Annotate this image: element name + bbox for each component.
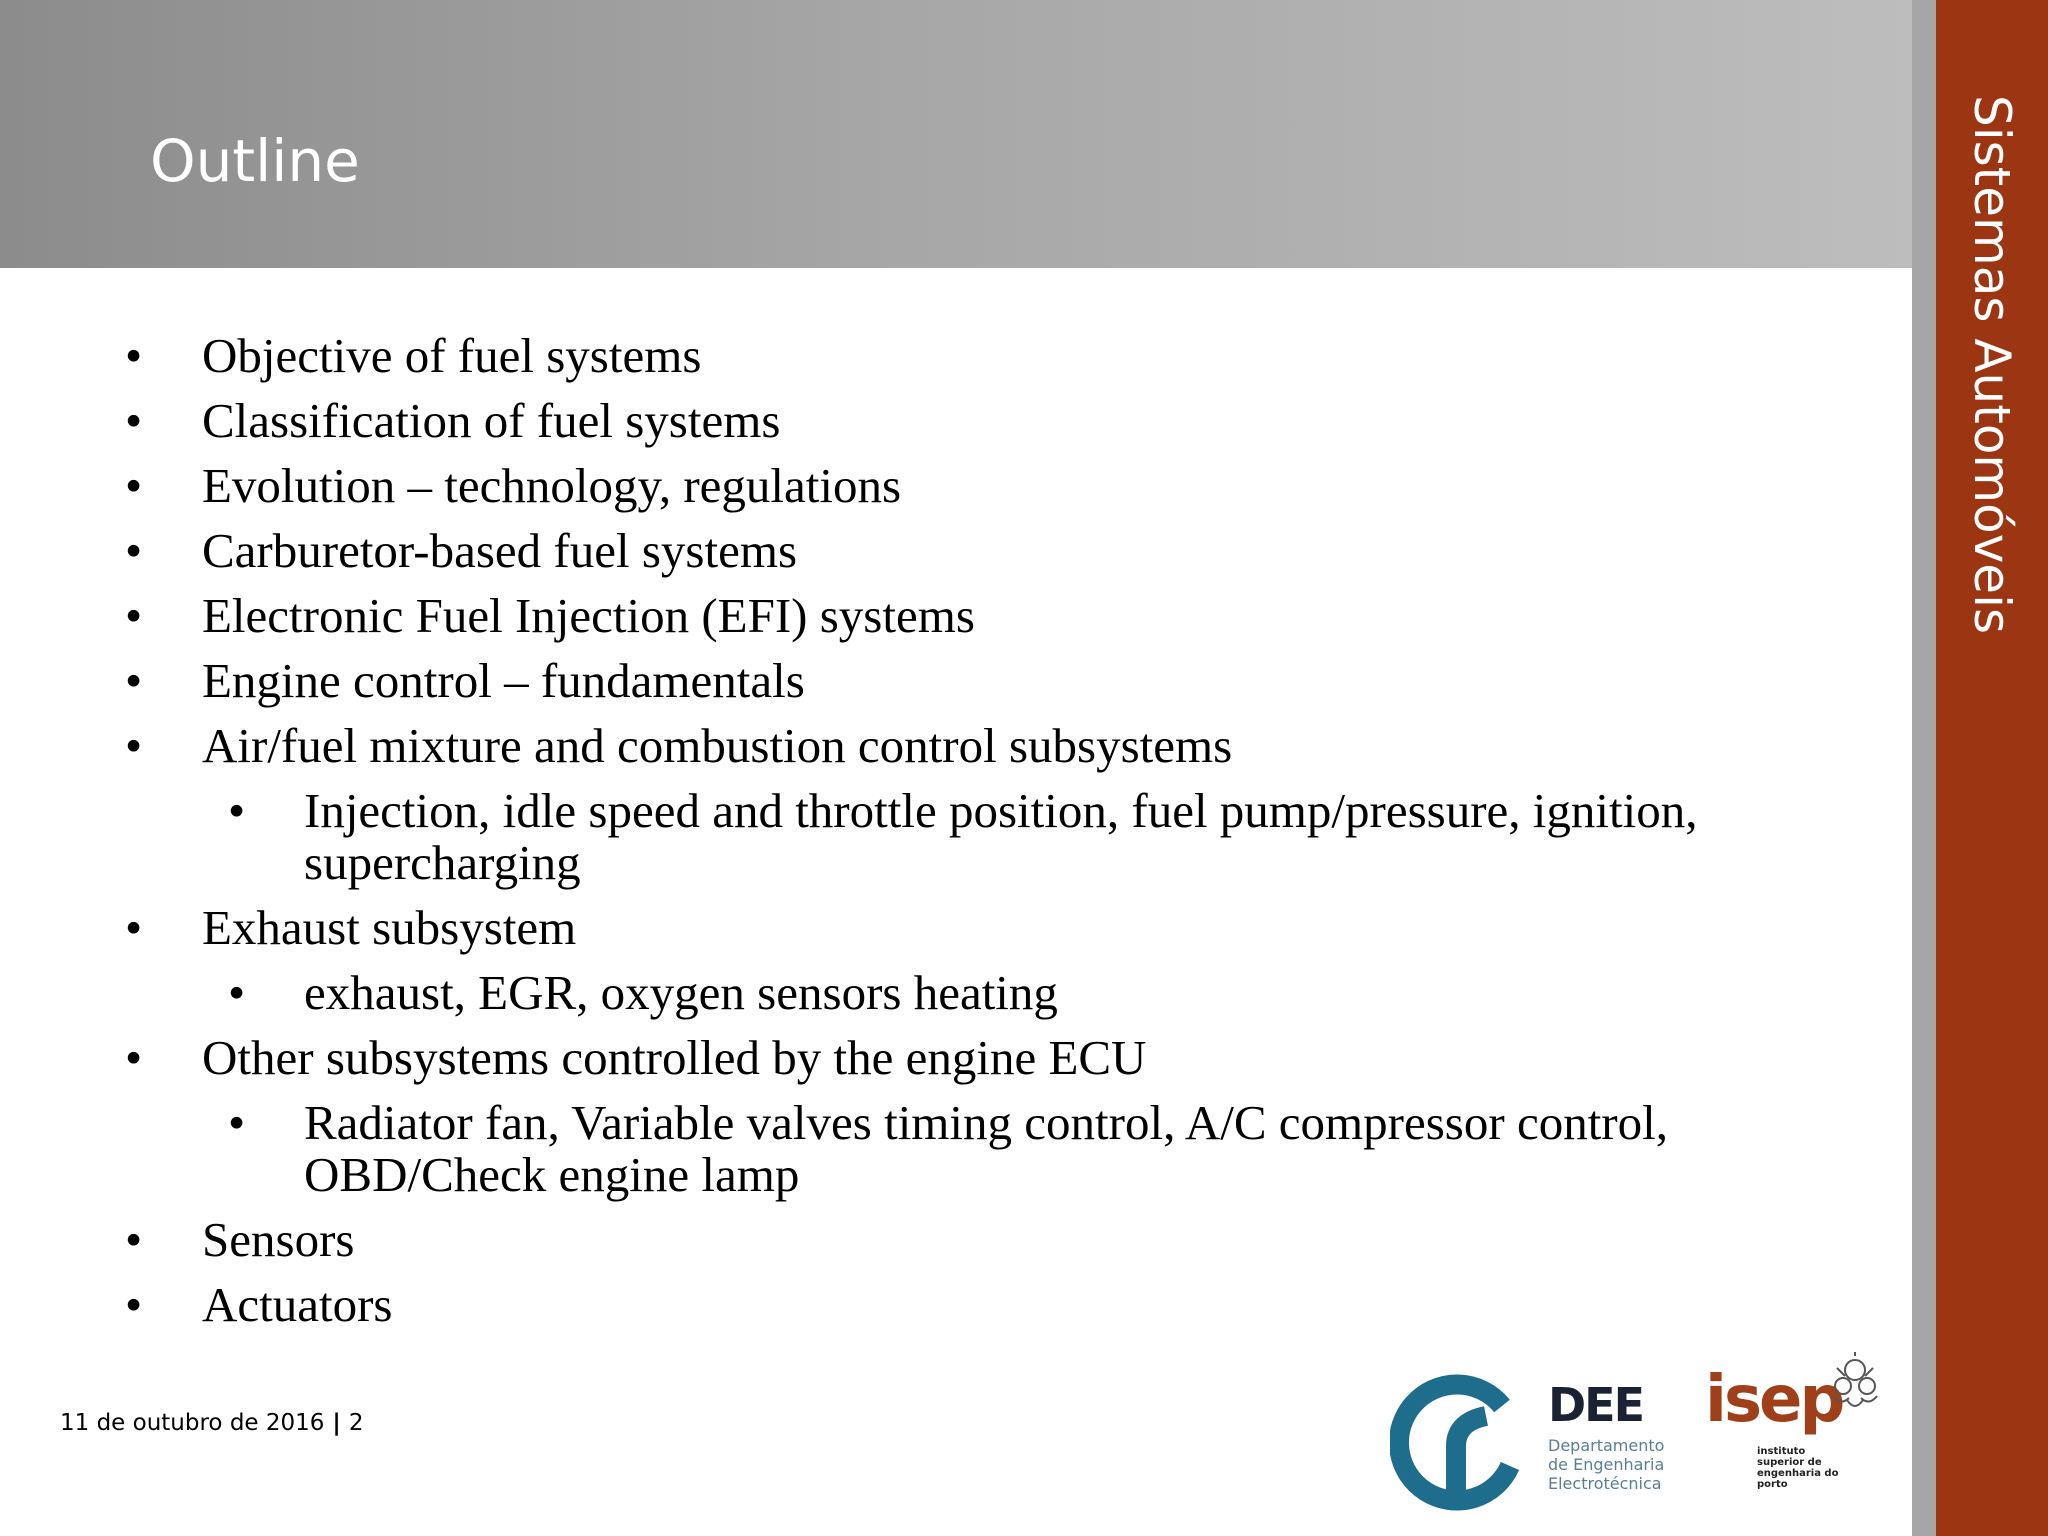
outline-item [0, 590, 1900, 642]
slide-header [0, 0, 1912, 268]
footer-date: 11 de outubro de 2016 [60, 1410, 325, 1436]
outline-list [0, 330, 1900, 1344]
outline-item-text: Radiator fan, Variable valves timing control, A/C compressor control, OBD/Check engine lamp [304, 1095, 1668, 1202]
bullet-icon: • [125, 458, 143, 513]
isep-logo-caption [1757, 1446, 1838, 1490]
outline-item-text: Engine control – fundamentals [202, 653, 805, 708]
bullet-icon: • [125, 588, 143, 643]
outline-item-text: Sensors [202, 1212, 355, 1267]
outline-subitem [0, 967, 1900, 1019]
bullet-icon: • [125, 653, 143, 708]
outline-item [0, 655, 1900, 707]
page-number: 2 [348, 1410, 364, 1436]
outline-item-text: Classification of fuel systems [202, 393, 781, 448]
dee-logo-icon [1390, 1372, 1530, 1512]
bullet-icon: • [228, 1095, 246, 1150]
isep-logo [1705, 1360, 1885, 1510]
outline-item-text: exhaust, EGR, oxygen sensors heating [304, 965, 1058, 1020]
bullet-icon: • [125, 718, 143, 773]
bullet-icon: • [125, 393, 143, 448]
bullet-icon: • [125, 1030, 143, 1085]
outline-subitem [0, 785, 1900, 889]
isep-caption-line1: instituto [1757, 1446, 1806, 1457]
isep-emblem-icon [1823, 1350, 1887, 1422]
isep-logo-name: isep [1705, 1363, 1843, 1437]
outline-item-text: Other subsystems controlled by the engine ECU [202, 1030, 1147, 1085]
outline-item [0, 902, 1900, 954]
dee-logo-line3: Electrotécnica [1548, 1474, 1662, 1493]
slide-footer [60, 1410, 363, 1436]
outline-item-text: Actuators [202, 1277, 393, 1332]
bullet-icon: • [228, 965, 246, 1020]
outline-item [0, 330, 1900, 382]
outline-item-text: Carburetor-based fuel systems [202, 523, 798, 578]
outline-item [0, 720, 1900, 772]
outline-item [0, 1214, 1900, 1266]
outline-item-text: Objective of fuel systems [202, 328, 702, 383]
bullet-icon: • [125, 328, 143, 383]
bullet-icon: • [125, 523, 143, 578]
outline-item-text: Injection, idle speed and throttle position, fuel pump/pressure, ignition, supercharging [304, 783, 1698, 890]
dee-logo [1548, 1378, 1665, 1493]
side-divider [1912, 0, 1936, 1536]
side-banner-title: Sistemas Automóveis [1963, 95, 2021, 635]
outline-item-text: Exhaust subsystem [202, 900, 577, 955]
isep-caption-line4: porto [1757, 1479, 1788, 1490]
bullet-icon: • [125, 1212, 143, 1267]
outline-item [0, 525, 1900, 577]
outline-item-text: Electronic Fuel Injection (EFI) systems [202, 588, 975, 643]
bullet-icon: • [125, 1277, 143, 1332]
outline-subitem [0, 1097, 1900, 1201]
bullet-icon: • [228, 783, 246, 838]
outline-item [0, 460, 1900, 512]
footer-separator: | [332, 1410, 341, 1436]
dee-logo-line1: Departamento [1548, 1436, 1665, 1455]
outline-item-text: Air/fuel mixture and combustion control subsystems [202, 718, 1233, 773]
outline-item [0, 1279, 1900, 1331]
outline-item [0, 395, 1900, 447]
isep-caption-line3: engenharia do [1757, 1468, 1839, 1479]
dee-logo-line2: de Engenharia [1548, 1455, 1665, 1474]
isep-caption-line2: superior de [1757, 1457, 1822, 1468]
outline-item [0, 1032, 1900, 1084]
dee-logo-abbr: DEE [1548, 1378, 1644, 1432]
bullet-icon: • [125, 900, 143, 955]
slide-title: Outline [150, 127, 360, 195]
outline-item-text: Evolution – technology, regulations [202, 458, 902, 513]
